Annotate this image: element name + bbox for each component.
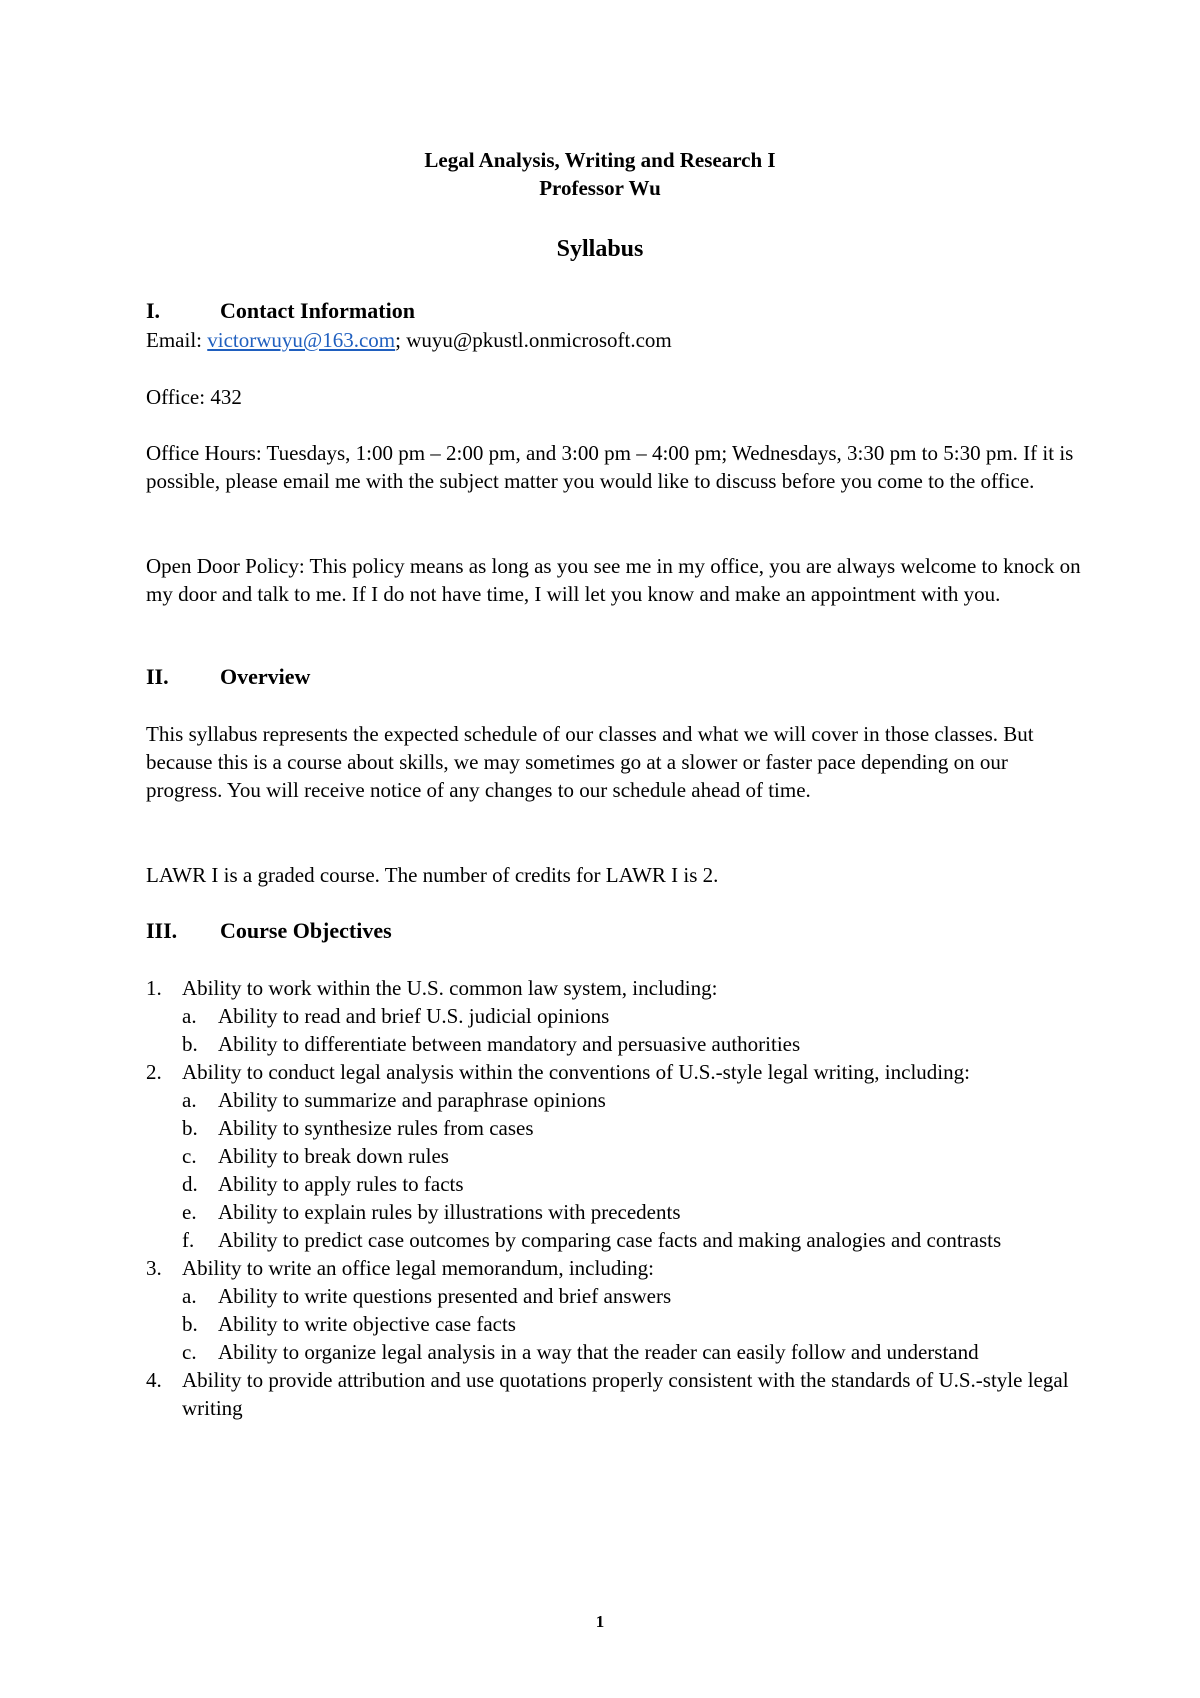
item-marker: 2.	[146, 1060, 162, 1084]
sub-item	[182, 1310, 1086, 1338]
section-title: Course Objectives	[220, 918, 392, 943]
email-line	[146, 326, 1086, 354]
sub-item	[182, 1142, 1086, 1170]
section-title: Overview	[220, 664, 311, 689]
page-title: Syllabus	[556, 236, 644, 262]
sub-item	[182, 1338, 1086, 1366]
section-title: Contact Information	[220, 298, 415, 323]
sub-marker: b.	[182, 1032, 198, 1056]
sub-text: Ability to explain rules by illustrations with precedents	[218, 1200, 681, 1224]
item-marker: 4.	[146, 1368, 162, 1392]
email-label: Email:	[146, 328, 208, 352]
open-door-policy: Open Door Policy: This policy means as long as you see me in my office, you are always welcome to knock on my door and talk to me. If I do not have time, I will let you know and make an appointment with you.	[146, 554, 1081, 606]
email-link[interactable]: victorwuyu@163.com	[207, 328, 396, 352]
sub-text: Ability to write objective case facts	[218, 1312, 516, 1336]
sub-item	[182, 1030, 1086, 1058]
sub-marker: e.	[182, 1200, 197, 1224]
section-number: I.	[146, 298, 161, 323]
sub-item	[182, 1226, 1086, 1254]
section-heading-contact	[146, 298, 415, 324]
sub-text: Ability to write questions presented and brief answers	[218, 1284, 672, 1308]
sub-item	[182, 1002, 1086, 1030]
office-hours: Office Hours: Tuesdays, 1:00 pm – 2:00 pm, and 3:00 pm – 4:00 pm; Wednesdays, 3:30 pm to 5:30 pm. If it is possible, please email me with the subject matter you would like to discuss before you come to the office.	[146, 441, 1074, 493]
item-text: Ability to write an office legal memorandum, including:	[182, 1256, 654, 1280]
item-marker: 3.	[146, 1256, 162, 1280]
sub-text: Ability to apply rules to facts	[218, 1172, 464, 1196]
item-text: Ability to provide attribution and use quotations properly consistent with the standards of U.S.-style legal writing	[182, 1368, 1069, 1420]
sub-marker: b.	[182, 1116, 198, 1140]
course-title: Legal Analysis, Writing and Research I	[424, 148, 776, 172]
sub-item	[182, 1114, 1086, 1142]
office-line: Office: 432	[146, 385, 242, 409]
sub-text: Ability to synthesize rules from cases	[218, 1116, 534, 1140]
sub-text: Ability to predict case outcomes by comparing case facts and making analogies and contrasts	[218, 1228, 1002, 1252]
sub-text: Ability to organize legal analysis in a way that the reader can easily follow and understand	[218, 1340, 979, 1364]
item-marker: 1.	[146, 976, 162, 1000]
sub-marker: d.	[182, 1172, 198, 1196]
sub-marker: f.	[182, 1228, 195, 1252]
sub-text: Ability to read and brief U.S. judicial opinions	[218, 1004, 610, 1028]
objectives-list	[146, 974, 1086, 1422]
sub-marker: c.	[182, 1144, 197, 1168]
sub-item	[182, 1086, 1086, 1114]
item-text: Ability to work within the U.S. common law system, including:	[182, 976, 718, 1000]
section-heading-overview	[146, 664, 310, 690]
sub-text: Ability to differentiate between mandatory and persuasive authorities	[218, 1032, 801, 1056]
item-text: Ability to conduct legal analysis within the conventions of U.S.-style legal writing, including:	[182, 1060, 970, 1084]
section-heading-objectives	[146, 918, 392, 944]
sub-text: Ability to summarize and paraphrase opinions	[218, 1088, 606, 1112]
section-number: III.	[146, 918, 178, 943]
sub-item	[182, 1282, 1086, 1310]
page-number: 1	[595, 1612, 605, 1631]
section-number: II.	[146, 664, 169, 689]
list-item	[146, 1366, 1086, 1422]
overview-paragraph: This syllabus represents the expected schedule of our classes and what we will cover in those classes. But because this is a course about skills, we may sometimes go at a slower or faster pace depending on our progress. You will receive notice of any changes to our schedule ahead of time.	[146, 722, 1034, 802]
sub-marker: a.	[182, 1088, 197, 1112]
sub-text: Ability to break down rules	[218, 1144, 449, 1168]
title-block	[0, 146, 1200, 202]
email-secondary: ; wuyu@pkustl.onmicrosoft.com	[395, 328, 672, 352]
list-item	[146, 1254, 1086, 1366]
sub-marker: b.	[182, 1312, 198, 1336]
professor-name: Professor Wu	[539, 176, 661, 200]
sub-item	[182, 1170, 1086, 1198]
sub-item	[182, 1198, 1086, 1226]
list-item	[146, 1058, 1086, 1254]
list-item	[146, 974, 1086, 1058]
sub-marker: c.	[182, 1340, 197, 1364]
sub-marker: a.	[182, 1004, 197, 1028]
credits-paragraph: LAWR I is a graded course. The number of credits for LAWR I is 2.	[146, 863, 719, 887]
sub-marker: a.	[182, 1284, 197, 1308]
